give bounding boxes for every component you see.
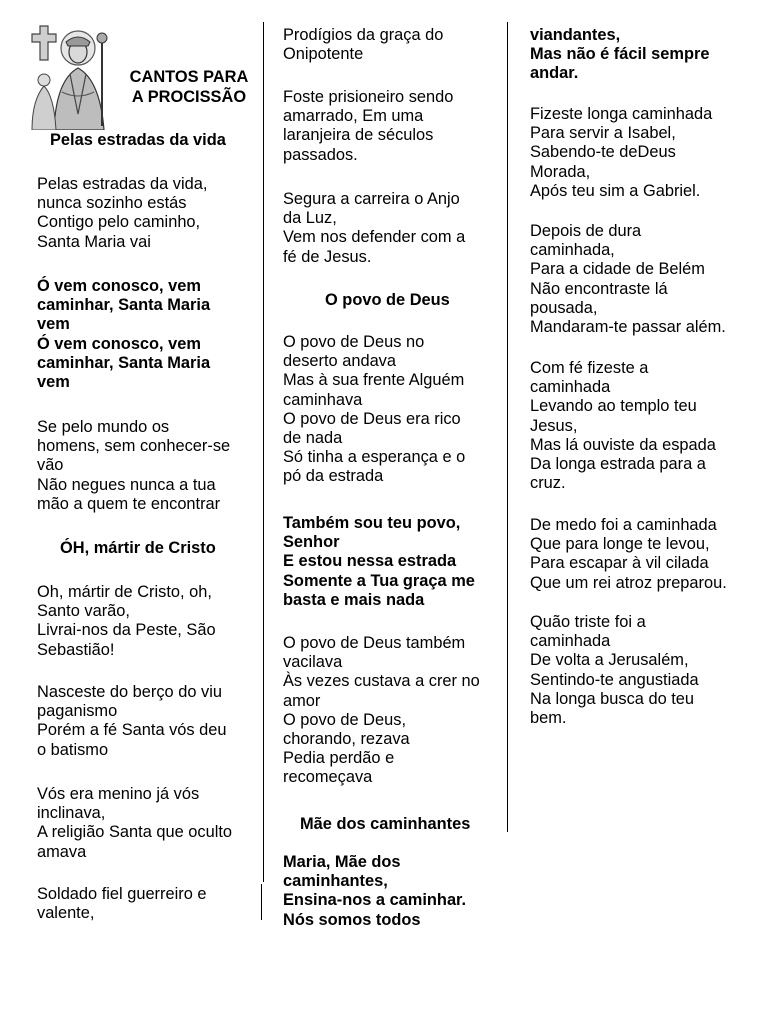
lyric-line: Sentindo-te angustiada	[530, 670, 699, 689]
lyric-line: Sebastião!	[37, 640, 115, 659]
lyric-line: De medo foi a caminhada	[530, 516, 717, 534]
lyric-line: Ó vem conosco, vem	[37, 334, 201, 353]
lyric-line: Fizeste longa caminhada	[530, 105, 713, 123]
lyric-line: Mandaram-te passar além.	[530, 318, 726, 337]
lyric-line: O povo de Deus,	[283, 710, 407, 729]
lyric-line: basta e mais nada	[283, 590, 425, 609]
stanza	[530, 359, 716, 493]
section-heading-mae-dos-caminhantes: Mãe dos caminhantes	[300, 815, 471, 833]
lyric-line: Sabendo-te deDeus	[530, 143, 676, 162]
stanza	[283, 88, 453, 165]
stanza	[530, 105, 712, 201]
lyric-line: Ensina-nos a caminhar.	[283, 891, 467, 910]
lyric-line: pó da estrada	[283, 467, 384, 486]
lyric-line: Se pelo mundo os	[37, 418, 170, 436]
lyric-line: Soldado fiel guerreiro e	[37, 885, 207, 903]
lyric-line: Não encontraste lá	[530, 279, 668, 298]
lyric-line: valente,	[37, 904, 95, 923]
lyric-line: caminhantes,	[283, 872, 388, 891]
lyric-line: Não negues nunca a tua	[37, 475, 216, 494]
lyric-line: Vós era menino já vós	[37, 785, 200, 803]
lyric-line: Onipotente	[283, 45, 364, 64]
section-heading-martir-de-cristo: ÓH, mártir de Cristo	[60, 539, 216, 557]
lyric-line: da Luz,	[283, 209, 337, 228]
lyric-line: Só tinha a esperança e o	[283, 448, 466, 467]
stanza	[37, 583, 216, 660]
lyric-line: E estou nessa estrada	[283, 552, 457, 571]
column-divider	[263, 22, 264, 882]
lyric-line: Prodígios da graça do	[283, 26, 444, 44]
lyric-line: Levando ao templo teu	[530, 397, 697, 416]
lyric-line: recomeçava	[283, 768, 373, 787]
saint-with-cross-illustration-icon	[26, 22, 114, 130]
lyric-line: pousada,	[530, 298, 598, 317]
lyric-line: Após teu sim a Gabriel.	[530, 181, 701, 200]
lyric-line: amava	[37, 842, 87, 861]
lyric-line: Contigo pelo caminho,	[37, 213, 201, 232]
lyric-line: nunca sozinho estás	[37, 194, 187, 213]
title-line-2: A PROCISSÃO	[131, 87, 247, 106]
lyric-line: Ó vem conosco, vem	[37, 277, 201, 295]
lyric-line: deserto andava	[283, 352, 396, 371]
lyric-line: Com fé fizeste a	[530, 359, 649, 377]
lyric-line: andar.	[530, 64, 579, 83]
lyric-line: Jesus,	[530, 416, 578, 435]
lyric-line: Na longa busca do teu	[530, 689, 695, 708]
lyric-line: caminhar, Santa Maria	[37, 296, 211, 315]
section-heading-povo-de-deus: O povo de Deus	[325, 291, 450, 309]
refrain-stanza	[283, 514, 475, 610]
lyric-line: caminhar, Santa Maria	[37, 353, 211, 372]
lyric-line: A religião Santa que oculto	[37, 823, 233, 842]
lyric-line: O povo de Deus no	[283, 333, 425, 351]
stanza	[283, 333, 465, 487]
lyric-line: Que um rei atroz preparou.	[530, 573, 727, 592]
lyric-line: Pelas estradas da vida,	[37, 175, 208, 193]
stanza	[37, 175, 207, 252]
lyric-line: caminhada,	[530, 241, 615, 260]
stanza	[37, 683, 227, 760]
lyric-line: Para a cidade de Belém	[530, 260, 705, 279]
lyric-line: Oh, mártir de Cristo, oh,	[37, 583, 212, 601]
stanza	[283, 190, 465, 267]
lyric-line: Depois de dura	[530, 222, 642, 240]
column-divider	[507, 22, 508, 832]
lyric-line: Maria, Mãe dos	[283, 853, 401, 871]
lyric-line: Para servir a Isabel,	[530, 124, 676, 143]
lyric-line: vem	[37, 315, 70, 334]
lyric-line: viandantes,	[530, 26, 621, 44]
lyric-line: Quão triste foi a	[530, 613, 646, 631]
lyric-line: Nós somos todos	[283, 910, 421, 929]
lyric-line: Também sou teu povo,	[283, 514, 461, 532]
lyric-line: O povo de Deus era rico	[283, 409, 461, 428]
lyric-line: caminhada	[530, 632, 611, 651]
lyric-line: Mas à sua frente Alguém	[283, 371, 465, 390]
stanza	[37, 418, 230, 514]
lyric-line: laranjeira de séculos	[283, 126, 434, 145]
lyric-line: Livrai-nos da Peste, São	[37, 621, 216, 640]
stanza	[530, 613, 699, 728]
lyric-line: Porém a fé Santa vós deu	[37, 721, 227, 740]
lyric-line: Segura a carreira o Anjo	[283, 190, 460, 208]
lyric-line: paganismo	[37, 702, 118, 721]
refrain-stanza	[530, 26, 709, 84]
lyric-line: Às vezes custava a crer no	[283, 672, 480, 691]
lyric-line: cruz.	[530, 474, 566, 493]
lyric-line: passados.	[283, 145, 358, 164]
lyric-line: bem.	[530, 709, 567, 728]
lyric-line: Foste prisioneiro sendo	[283, 88, 454, 106]
lyric-line: O povo de Deus também	[283, 634, 466, 652]
title-line-1: CANTOS PARA	[129, 68, 249, 86]
lyric-line: de nada	[283, 429, 343, 448]
lyric-line: fé de Jesus.	[283, 247, 372, 266]
stanza	[530, 516, 727, 593]
lyric-line: Mas lá ouviste da espada	[530, 435, 716, 454]
lyric-line: Santo varão,	[37, 602, 130, 621]
lyric-line: caminhada	[530, 378, 611, 397]
lyric-line: Santa Maria vai	[37, 232, 151, 251]
lyric-line: vacilava	[283, 653, 343, 672]
lyric-line: caminhava	[283, 390, 363, 409]
stanza	[37, 785, 232, 862]
stanza	[283, 26, 443, 64]
lyric-line: vão	[37, 456, 64, 475]
lyric-line: chorando, rezava	[283, 730, 410, 749]
lyric-line: amor	[283, 691, 321, 710]
lyric-line: Que para longe te levou,	[530, 535, 710, 554]
lyric-line: Para escapar à vil cilada	[530, 554, 709, 573]
document-title	[115, 68, 263, 107]
lyric-line: Senhor	[283, 533, 340, 552]
lyric-line: o batismo	[37, 740, 109, 759]
lyric-line: inclinava,	[37, 804, 106, 823]
lyric-line: Morada,	[530, 162, 591, 181]
lyric-line: Vem nos defender com a	[283, 228, 466, 247]
refrain-stanza	[37, 277, 210, 392]
lyric-line: Da longa estrada para a	[530, 455, 706, 474]
lyric-line: vem	[37, 373, 70, 392]
column-divider-lower	[261, 884, 262, 920]
lyric-line: Somente a Tua graça me	[283, 571, 475, 590]
lyric-line: amarrado, Em uma	[283, 107, 424, 126]
stanza	[37, 885, 206, 923]
stanza	[283, 634, 480, 788]
lyric-line: De volta a Jerusalém,	[530, 651, 689, 670]
lyric-line: mão a quem te encontrar	[37, 494, 221, 513]
stanza	[530, 222, 726, 337]
lyric-line: Mas não é fácil sempre	[530, 45, 710, 64]
lyric-line: Nasceste do berço do viu	[37, 683, 222, 701]
section-heading-pelas-estradas: Pelas estradas da vida	[50, 131, 226, 149]
lyric-line: homens, sem conhecer-se	[37, 437, 231, 456]
lyric-line: Pedia perdão e	[283, 749, 395, 768]
refrain-stanza	[283, 853, 466, 930]
